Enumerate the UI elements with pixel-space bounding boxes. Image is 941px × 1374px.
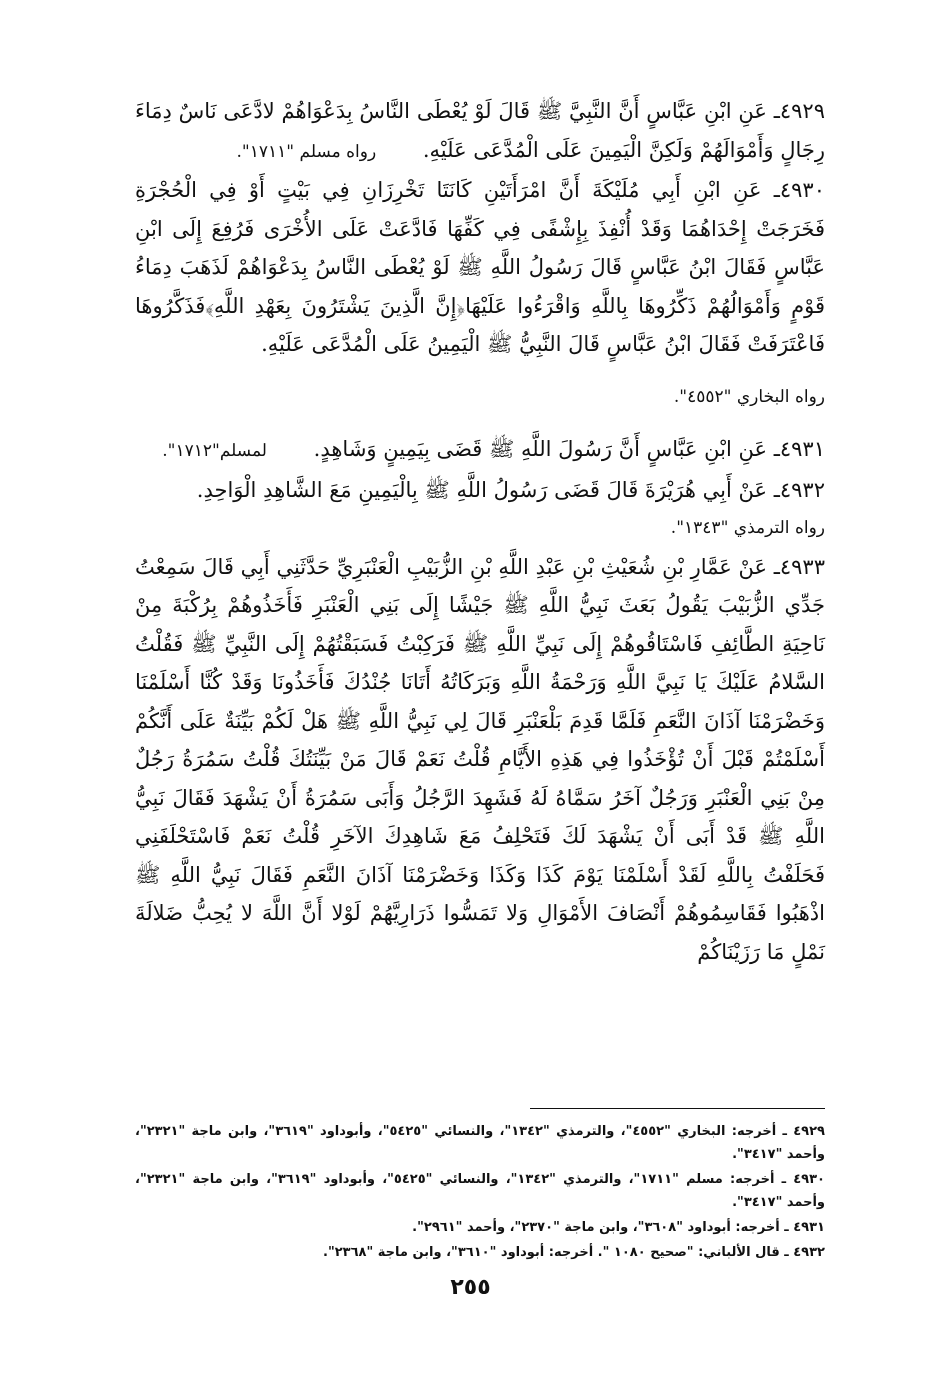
hadith-reference: رواه الترمذي "١٣٤٣". xyxy=(670,518,825,538)
hadith-4933 xyxy=(135,548,825,972)
hadith-text: ٤٩٣١ـ عَنِ ابْنِ عَبَّاسٍ أَنَّ رَسُولَ اللَّهِ ﷺ قَضَى بِيَمِينٍ وَشَاهِدٍ. xyxy=(313,437,825,461)
hadith-reference: لمسلم"١٧١٢". xyxy=(162,441,267,461)
footnotes xyxy=(135,1120,825,1266)
hadith-reference: رواه مسلم "١٧١١". xyxy=(236,141,377,162)
hadith-text: ٤٩٢٩ـ عَنِ ابْنِ عَبَّاسٍ أَنَّ النَّبِيَّ ﷺ قَالَ لَوْ يُعْطَى النَّاسُ بِدَعْوَاهُمْ لادَّعَى نَاسٌ دِمَاءَ رِجَالٍ وَأَمْوَالَهُمْ وَلَكِنَّ الْيَمِينَ عَلَى الْمُدَّعَى عَلَيْهِ. xyxy=(135,99,825,162)
hadith-4932 xyxy=(135,471,825,510)
hadith-text: ٤٩٣٠ـ عَنِ ابْنِ أَبِي مُلَيْكَةَ أَنَّ امْرَأَتَيْنِ كَانَتَا تَخْرِزَانِ فِي بَيْتٍ أَوْ فِي الْحُجْرَةِ فَخَرَجَتْ إِحْدَاهُمَا وَقَدْ أُنْفِذَ بِإِشْفًى فِي كَفِّهَا فَادَّعَتْ عَلَى الأُخْرَى فَرُفِعَ إِلَى ابْنِ عَبَّاسٍ فَقَالَ ابْنُ عَبَّاسٍ قَالَ رَسُولُ اللَّهِ ﷺ لَوْ يُعْطَى النَّاسُ بِدَعْوَاهُمْ لَذَهَبَ دِمَاءُ قَوْمٍ وَأَمْوَالُهُمْ ذَكِّرُوهَا بِاللَّهِ وَاقْرَءُوا عَلَيْهَا﴿إِنَّ الَّذِينَ يَشْتَرُونَ بِعَهْدِ اللَّهِ﴾فَذَكَّرُوهَا فَاعْتَرَفَتْ فَقَالَ ابْنُ عَبَّاسٍ قَالَ النَّبِيُّ ﷺ الْيَمِينُ عَلَى الْمُدَّعَى عَلَيْهِ. xyxy=(135,178,825,356)
footnote-separator xyxy=(530,1108,825,1109)
footnote-4930: ٤٩٣٠ ـ أخرجه: مسلم "١٧١١"، والترمذي "١٣٤٢"، والنسائي "٥٤٢٥"، وأبوداود "٣٦١٩"، وابن ماجة "٢٣٢١"، وأحمد "٣٤١٧". xyxy=(135,1172,825,1210)
footnote-4929: ٤٩٢٩ ـ أخرجه: البخاري "٤٥٥٢"، والترمذي "١٣٤٢"، والنسائي "٥٤٢٥"، وأبوداود "٣٦١٩"، وابن ماجة "٢٣٢١"، وأحمد "٣٤١٧". xyxy=(135,1124,825,1162)
hadith-text: ٤٩٣٢ـ عَنْ أَبِي هُرَيْرَةَ قَالَ قَضَى رَسُولُ اللَّهِ ﷺ بِالْيَمِينِ مَعَ الشَّاهِدِ الْوَاحِدِ. xyxy=(196,477,825,502)
hadith-4930 xyxy=(135,171,825,364)
hadith-4931 xyxy=(135,430,825,471)
hadith-reference: رواه البخاري "٤٥٥٢". xyxy=(673,386,825,407)
footnote-4932: ٤٩٣٢ ـ قال الألباني: "صحيح ١٠٨٠ ". أخرجه: أبوداود "٣٦١٠"، وابن ماجة "٢٣٦٨". xyxy=(323,1245,825,1260)
footnote-4931: ٤٩٣١ ـ أخرجه: أبوداود "٣٦٠٨"، وابن ماجة "٢٣٧٠"، وأحمد "٢٩٦١". xyxy=(412,1220,825,1235)
hadith-text: ٤٩٣٣ـ عَنْ عَمَّارِ بْنِ شُعَيْثِ بْنِ عَبْدِ اللَّهِ بْنِ الزُّبَيْبِ الْعَنْبَرِيِّ حَدَّثَنِي أَبِي قَالَ سَمِعْتُ جَدِّي الزُّبَيْبَ يَقُولُ بَعَثَ نَبِيُّ اللَّهِ ﷺ جَيْشًا إِلَى بَنِي الْعَنْبَرِ فَأَخَذُوهُمْ بِرُكْبَةَ مِنْ نَاحِيَةِ الطَّائِفِ فَاسْتَاقُوهُمْ إِلَى نَبِيِّ اللَّهِ ﷺ فَرَكِبْتُ فَسَبَقْتُهُمْ إِلَى النَّبِيِّ ﷺ فَقُلْتُ السَّلامُ عَلَيْكَ يَا نَبِيَّ اللَّهِ وَرَحْمَةُ اللَّهِ وَبَرَكَاتُهُ أَتَانَا جُنْدُكَ فَأَخَذُونَا وَقَدْ كُنَّا أَسْلَمْنَا وَخَضْرَمْنَا آذَانَ النَّعَمِ فَلَمَّا قَدِمَ بَلْعَنْبَرِ قَالَ لِي نَبِيُّ اللَّهِ ﷺ هَلْ لَكُمْ بَيِّنَةٌ عَلَى أَنَّكُمْ أَسْلَمْتُمْ قَبْلَ أَنْ تُؤْخَذُوا فِي هَذِهِ الأَيَّامِ قُلْتُ نَعَمْ قَالَ مَنْ بَيِّنَتُكَ قُلْتُ سَمُرَةُ رَجُلٌ مِنْ بَنِي الْعَنْبَرِ وَرَجُلٌ آخَرُ سَمَّاهُ لَهُ فَشَهِدَ الرَّجُلُ وَأَبَى سَمُرَةُ أَنْ يَشْهَدَ فَقَالَ نَبِيُّ اللَّهِ ﷺ قَدْ أَبَى أَنْ يَشْهَدَ لَكَ فَتَحْلِفُ مَعَ شَاهِدِكَ الآخَرِ قُلْتُ نَعَمْ فَاسْتَحْلَفَنِي فَحَلَفْتُ بِاللَّهِ لَقَدْ أَسْلَمْنَا يَوْمَ كَذَا وَكَذَا وَخَضْرَمْنَا آذَانَ النَّعَمِ فَقَالَ نَبِيُّ اللَّهِ ﷺ اذْهَبُوا فَقَاسِمُوهُمْ أَنْصَافَ الأَمْوَالِ وَلا تَمَسُّوا ذَرَارِيَّهُمْ لَوْلا أَنَّ اللَّهَ لا يُحِبُّ ضَلالَةَ نَمْلٍ مَا رَزَيْنَاكُمْ xyxy=(135,554,825,964)
page-number: ٢٥٥ xyxy=(450,1275,491,1300)
hadith-4929 xyxy=(135,92,825,171)
hadith-body xyxy=(135,92,825,971)
